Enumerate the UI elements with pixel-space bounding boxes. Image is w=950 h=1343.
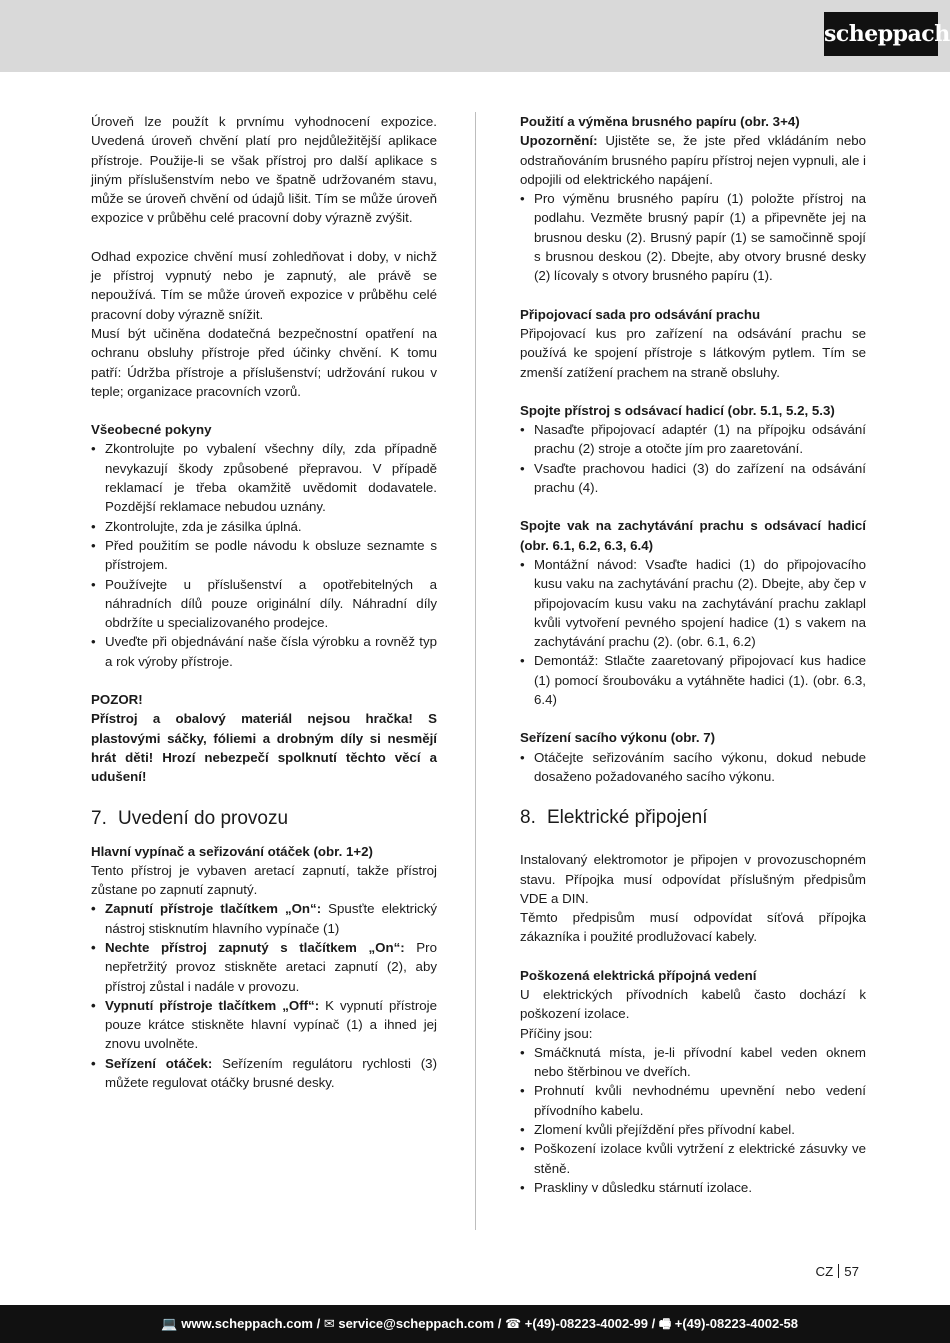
page-number [815, 1264, 859, 1279]
section-7-heading [91, 806, 437, 832]
website-link[interactable]: www.scheppach.com [181, 1316, 313, 1331]
electrical-paragraph-1: Instalovaný elektromotor je připojen v provozuschopném stavu. Přípojka musí odpovídat příslušným předpisům VDE a DIN. [520, 852, 866, 906]
page-language: CZ [815, 1264, 834, 1279]
suction-list [520, 748, 866, 787]
list-item: • Zkontrolujte po vybalení všechny díly, zda případně nevykazují škody způsobené přepravou. V případě reklamací je třeba okamžitě uvědomit dodavatele. Pozdější reklamace nebudou uznány. [91, 439, 437, 516]
section-7-title: Uvedení do provozu [118, 807, 289, 829]
dust-kit-text: Připojovací kus pro zařízení na odsávání prachu se používá ke spojení přístroje s látkovým pytlem. Tím se zmenší zatížení prachem na straně obsluhy. [520, 325, 866, 380]
page-number-separator [838, 1264, 839, 1278]
hose-list [520, 420, 866, 497]
list-item: • Praskliny v důsledku stárnutí izolace. [520, 1178, 866, 1197]
warning-text: Ujistěte se, že jste před vkládáním nebo odstraňováním brusného papíru přístroj nejen vypnuli, ale i odpojili od elektrického napájení. [520, 133, 866, 187]
list-item: • Nasaďte připojovací adaptér (1) na přípojku odsávání prachu (2) stroje a otočte jím pro zaaretování. [520, 420, 866, 459]
list-item: • Zkontrolujte, zda je zásilka úplná. [91, 517, 437, 536]
sanding-paper-title: Použití a výměna brusného papíru (obr. 3+4) [520, 114, 800, 129]
fax-number: +(49)-08223-4002-58 [674, 1316, 798, 1331]
list-item: • Vsaďte prachovou hadici (3) do zařízení na odsávání prachu (4). [520, 459, 866, 498]
item-text: Pro nepřetržitý provoz stiskněte aretaci zapnutí (2), aby přístroj zůstal i nadále v provozu. [105, 939, 437, 994]
damaged-cables-text: U elektrických přívodních kabelů často dochází k poškození izolace. [520, 986, 866, 1022]
list-item: • Poškození izolace kvůli vytržení z elektrické zásuvky ve stěně. [520, 1139, 866, 1178]
list-item [91, 899, 437, 938]
mail-icon: ✉ [323, 1316, 335, 1331]
sanding-paper-list [520, 189, 866, 285]
item-text: Seřízením regulátoru rychlosti (3) můžete regulovat otáčky brusné desky. [105, 1055, 437, 1091]
section-8-title: Elektrické připojení [547, 807, 708, 829]
caution-title: POZOR! [91, 692, 143, 708]
list-item: • Používejte u příslušenství a opotřebitelných a náhradních dílů pouze originální díly. Náhradní díly obdržíte u specializovaného prodejce. [91, 575, 437, 633]
list-item: • Smáčknutá místa, je-li přívodní kabel veden oknem nebo štěrbinou ve dveřích. [520, 1043, 866, 1082]
item-bold: Nechte přístroj zapnutý s tlačítkem „On“: [105, 939, 405, 955]
dust-bag-list [520, 555, 866, 709]
fax-icon: 🖷 [658, 1316, 672, 1331]
left-column [91, 112, 437, 1092]
main-switch-text: Tento přístroj je vybaven aretací zapnutí, takže přístroj zůstane po zapnutí zapnutý. [91, 862, 437, 898]
caution-text: Přístroj a obalový materiál nejsou hračka! S plastovými sáčky, fóliemi a drobným díly si nesmějí hrát děti! Hrozí nebezpečí spolknutí těchto věcí a udušení! [91, 711, 437, 785]
list-item: • Před použitím se podle návodu k obsluze seznamte s přístrojem. [91, 536, 437, 575]
list-item: • Pro výměnu brusného papíru (1) položte přístroj na podlahu. Vezměte brusný papír (1) a připevněte jej na brusnou desku (2). Brusný papír (1) se samočinně spojí s brusnou deskou (2). Dbejte, aby otvory brusné desky (2) lícovaly s otvory brusného papíru (1). [520, 189, 866, 285]
main-switch-list [91, 899, 437, 1092]
page-header [0, 0, 950, 72]
list-item: • Uveďte při objednávání naše čísla výrobku a rovněž typ a rok výroby přístroje. [91, 632, 437, 671]
vibration-paragraph-1: Úroveň lze použít k prvnímu vyhodnocení expozice. Uvedená úroveň chvění platí pro nejdůležitější aplikace přístroje. Použije-li se však přístroj pro další aplikace s jiným příslušenstvím nebo ve špatně udržovaném stavu, může se úroveň chvění od údajů lišit. Tím se může úroveň expozice v průběhu celé pracovní doby výrazně zvýšit. [91, 114, 437, 226]
phone-number: +(49)-08223-4002-99 [524, 1316, 649, 1331]
phone-icon: ☎ [504, 1316, 522, 1331]
dust-kit-title: Připojovací sada pro odsávání prachu [520, 306, 761, 322]
general-instructions-title: Všeobecné pokyny [91, 422, 212, 438]
list-item: • Otáčejte seřizováním sacího výkonu, dokud nebude dosaženo požadovaného sacího výkonu. [520, 748, 866, 787]
sanding-paper-warning [520, 131, 866, 189]
electrical-paragraph-2: Těmto předpisům musí odpovídat síťová přípojka zákazníka i použité prodlužovací kabely. [520, 910, 866, 945]
causes-label: Příčiny jsou: [520, 1025, 593, 1041]
computer-icon: 💻 [161, 1316, 178, 1331]
list-item: • Demontáž: Stlačte zaaretovaný připojovací kus hadice (1) pomocí šroubováku a vytáhněte hadici (1). (obr. 6.3, 6.4) [520, 651, 866, 709]
main-switch-title: Hlavní vypínač a seřizování otáček (obr. 1+2) [91, 843, 373, 859]
section-8-heading [520, 805, 866, 831]
list-item [91, 996, 437, 1054]
list-item: • Zlomení kvůli přejíždění přes přívodní kabel. [520, 1120, 866, 1139]
email-link[interactable]: service@scheppach.com [338, 1316, 495, 1331]
item-bold: Vypnutí přístroje tlačítkem „Off“: [105, 997, 320, 1013]
suction-title: Seřízení sacího výkonu (obr. 7) [520, 730, 716, 746]
list-item: • Prohnutí kvůli nevhodnému upevnění nebo vedení přívodního kabelu. [520, 1081, 866, 1120]
list-item: • Montážní návod: Vsaďte hadici (1) do připojovacího kusu vaku na zachytávání prachu (2). Dbejte, aby čep v připojovacím kusu vaku na zachytávání prachu zaklapl kvůli vytvoření pevného spojení hadice (1) s vakem na zachytávání prachu (2). (obr. 6.1, 6.2) [520, 555, 866, 651]
causes-list [520, 1043, 866, 1197]
footer-separator: / [648, 1316, 659, 1331]
dust-bag-title: Spojte vak na zachytávání prachu s odsávací hadicí (obr. 6.1, 6.2, 6.3, 6.4) [520, 518, 866, 553]
item-bold: Seřízení otáček: [105, 1055, 213, 1071]
list-item [91, 1054, 437, 1093]
column-divider [475, 112, 476, 1230]
scheppach-logo: scheppach [824, 12, 938, 56]
section-7-number: 7. [91, 807, 107, 829]
vibration-paragraph-3: Musí být učiněna dodatečná bezpečnostní opatření na ochranu obsluhy přístroje před účinky chvění. K tomu patří: Údržba přístroje a příslušenství; udržování rukou v teple; organizace pracovních vzorů. [91, 325, 437, 399]
footer-separator: / [312, 1316, 324, 1331]
general-instructions-list [91, 439, 437, 671]
page-number-value: 57 [844, 1264, 859, 1279]
item-text: Spusťte elektrický nástroj stisknutím hlavního vypínače (1) [105, 901, 437, 936]
damaged-cables-title: Poškozená elektrická přípojná vedení [520, 967, 757, 983]
hose-title: Spojte přístroj s odsávací hadicí (obr. 5.1, 5.2, 5.3) [520, 402, 835, 418]
list-item [91, 938, 437, 996]
footer-separator: / [494, 1316, 505, 1331]
vibration-paragraph-2: Odhad expozice chvění musí zohledňovat i doby, v nichž je přístroj vypnutý nebo je zapnutý, ale právě se nepoužívá. Tím se může úroveň expozice v průběhu celé pracovní doby výrazně snížit. [91, 248, 437, 322]
page-footer [0, 1305, 950, 1343]
item-bold: Zapnutí přístroje tlačítkem „On“: [105, 901, 322, 917]
right-column [520, 112, 866, 1197]
item-text: K vypnutí přístroje pouze krátce stiskněte hlavní vypínač (1) a ihned jej znovu uvolněte. [105, 997, 437, 1052]
section-8-number: 8. [520, 807, 536, 829]
warning-label: Upozornění: [520, 133, 598, 149]
